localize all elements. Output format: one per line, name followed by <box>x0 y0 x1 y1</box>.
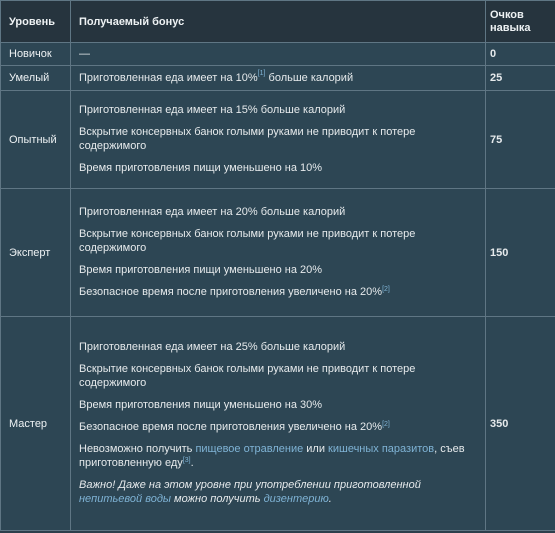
immunity-text: . <box>190 456 194 469</box>
table-row <box>1 43 555 66</box>
food-poisoning-link[interactable]: пищевое отравление <box>195 442 304 455</box>
note-text: . <box>328 492 332 505</box>
table-row <box>1 91 555 189</box>
header-bonus: Получаемый бонус <box>71 1 486 43</box>
bonus-line <box>79 285 477 299</box>
level-cell: Умелый <box>1 66 71 91</box>
footnote-ref[interactable]: [3] <box>182 456 191 464</box>
bonus-text: Вскрытие консервных банок голыми руками не приводит к потере содержимого <box>79 362 416 389</box>
bonus-text: Безопасное время после приготовления увеличено на 20% <box>79 420 383 433</box>
bonus-text: Приготовленная еда имеет на 25% больше калорий <box>79 340 346 353</box>
bonus-text: Приготовленная еда имеет на 10% <box>79 72 258 84</box>
table-header-row <box>1 1 555 43</box>
bonus-text: Безопасное время после приготовления увеличено на 20% <box>79 285 383 298</box>
bonus-cell <box>71 43 486 66</box>
level-cell: Новичок <box>1 43 71 66</box>
immunity-text: или <box>303 442 329 455</box>
footnote-ref[interactable]: [1] <box>257 70 266 77</box>
warning-note <box>79 478 477 506</box>
level-cell: Эксперт <box>1 189 71 317</box>
points-cell: 75 <box>486 91 555 189</box>
bonus-text-after: больше калорий <box>265 72 354 84</box>
bonus-line <box>79 420 477 434</box>
bonus-cell <box>71 66 486 91</box>
bonus-cell <box>71 91 486 189</box>
bonus-cell <box>71 317 486 531</box>
bonus-text: — <box>79 48 90 60</box>
intestinal-parasites-link[interactable]: кишечных паразитов <box>328 442 435 455</box>
table-row <box>1 66 555 91</box>
points-cell: 350 <box>486 317 555 531</box>
level-cell: Мастер <box>1 317 71 531</box>
bonus-text: Вскрытие консервных банок голыми руками не приводит к потере содержимого <box>79 227 416 254</box>
immunity-text: Невозможно получить <box>79 442 196 455</box>
header-points: Очков навыка <box>486 1 555 43</box>
table-row <box>1 189 555 317</box>
bonus-text: Вскрытие консервных банок голыми руками не приводит к потере содержимого <box>79 125 416 152</box>
note-text: Важно! Даже на этом уровне при употреблении приготовленной <box>79 478 421 491</box>
points-cell: 0 <box>486 43 555 66</box>
bonus-cell <box>71 189 486 317</box>
bonus-text: Время приготовления пищи уменьшено на 10% <box>79 161 323 174</box>
dysentery-link[interactable]: дизентерию <box>263 492 329 505</box>
immunity-line <box>79 442 477 470</box>
footnote-ref[interactable]: [2] <box>382 420 390 428</box>
points-cell: 25 <box>486 66 555 91</box>
header-level: Уровень <box>1 1 71 43</box>
bonus-text: Время приготовления пищи уменьшено на 30% <box>79 398 323 411</box>
table-row <box>1 317 555 531</box>
bonus-text: Время приготовления пищи уменьшено на 20% <box>79 263 323 276</box>
points-cell: 150 <box>486 189 555 317</box>
unsafe-water-link[interactable]: непитьевой воды <box>79 492 171 505</box>
footnote-ref[interactable]: [2] <box>382 285 390 293</box>
immunity-text: , съев приготовленную еду <box>79 442 465 469</box>
bonus-text: Приготовленная еда имеет на 15% больше калорий <box>79 103 346 116</box>
bonus-text: Приготовленная еда имеет на 20% больше калорий <box>79 205 346 218</box>
level-cell: Опытный <box>1 91 71 189</box>
note-text: можно получить <box>171 492 264 505</box>
